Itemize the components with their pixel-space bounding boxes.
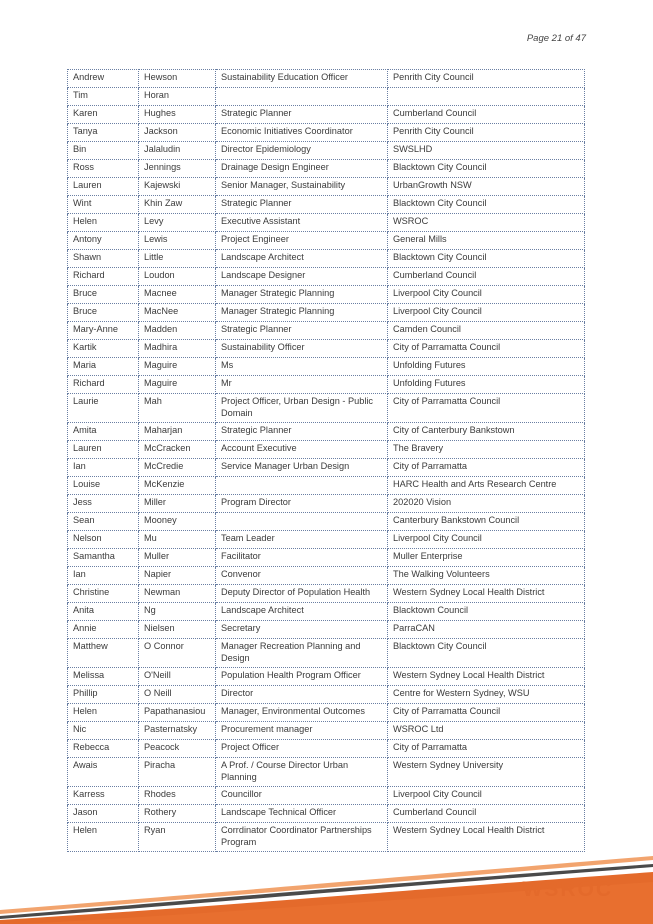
position-cell [216, 88, 388, 106]
position-cell: Deputy Director of Population Health [216, 585, 388, 603]
position-cell: Strategic Planner [216, 423, 388, 441]
table-row [68, 787, 585, 805]
first-name-cell: Bruce [68, 304, 139, 322]
table-row [68, 304, 585, 322]
first-name-cell: Amita [68, 423, 139, 441]
first-name-cell: Helen [68, 823, 139, 852]
table-row [68, 106, 585, 124]
position-cell: Sustainability Education Officer [216, 70, 388, 88]
position-cell: Manager, Environmental Outcomes [216, 704, 388, 722]
first-name-cell: Phillip [68, 686, 139, 704]
table-row [68, 214, 585, 232]
position-cell: Manager Strategic Planning [216, 286, 388, 304]
organisation-cell: Liverpool City Council [388, 787, 585, 805]
organisation-cell: Penrith City Council [388, 124, 585, 142]
first-name-cell: Rebecca [68, 740, 139, 758]
first-name-cell: Helen [68, 214, 139, 232]
last-name-cell: Jalaludin [139, 142, 216, 160]
first-name-cell: Laurie [68, 394, 139, 423]
first-name-cell: Lauren [68, 441, 139, 459]
organisation-cell: The Bravery [388, 441, 585, 459]
position-cell: Executive Assistant [216, 214, 388, 232]
table-row [68, 668, 585, 686]
last-name-cell: Mooney [139, 513, 216, 531]
table-row [68, 196, 585, 214]
organisation-cell: City of Parramatta Council [388, 394, 585, 423]
first-name-cell: Helen [68, 704, 139, 722]
last-name-cell: O Neill [139, 686, 216, 704]
attendee-table [67, 69, 585, 852]
first-name-cell: Nic [68, 722, 139, 740]
table-row [68, 178, 585, 196]
organisation-cell: City of Parramatta Council [388, 704, 585, 722]
organisation-cell: HARC Health and Arts Research Centre [388, 477, 585, 495]
position-cell: Manager Recreation Planning and Design [216, 639, 388, 668]
position-cell: Mr [216, 376, 388, 394]
first-name-cell: Mary-Anne [68, 322, 139, 340]
organisation-cell: Blacktown City Council [388, 160, 585, 178]
organisation-cell: Blacktown Council [388, 603, 585, 621]
position-cell: Landscape Designer [216, 268, 388, 286]
table-row [68, 531, 585, 549]
last-name-cell: Jennings [139, 160, 216, 178]
organisation-cell: 202020 Vision [388, 495, 585, 513]
last-name-cell: Mah [139, 394, 216, 423]
position-cell: Manager Strategic Planning [216, 304, 388, 322]
table-row [68, 722, 585, 740]
first-name-cell: Jess [68, 495, 139, 513]
table-row [68, 805, 585, 823]
organisation-cell: The Walking Volunteers [388, 567, 585, 585]
table-row [68, 423, 585, 441]
first-name-cell: Ian [68, 567, 139, 585]
table-row [68, 160, 585, 178]
position-cell: Strategic Planner [216, 322, 388, 340]
organisation-cell: Centre for Western Sydney, WSU [388, 686, 585, 704]
table-row [68, 704, 585, 722]
last-name-cell: Macnee [139, 286, 216, 304]
table-row [68, 549, 585, 567]
last-name-cell: Muller [139, 549, 216, 567]
table-row [68, 639, 585, 668]
table-row [68, 70, 585, 88]
first-name-cell: Richard [68, 268, 139, 286]
first-name-cell: Samantha [68, 549, 139, 567]
table-row [68, 286, 585, 304]
organisation-cell: Canterbury Bankstown Council [388, 513, 585, 531]
position-cell: Convenor [216, 567, 388, 585]
last-name-cell: Piracha [139, 758, 216, 787]
last-name-cell: Newman [139, 585, 216, 603]
first-name-cell: Karen [68, 106, 139, 124]
last-name-cell: Pasternatsky [139, 722, 216, 740]
position-cell [216, 477, 388, 495]
organisation-cell: ParraCAN [388, 621, 585, 639]
position-cell: Drainage Design Engineer [216, 160, 388, 178]
attendee-table-container [67, 69, 584, 852]
first-name-cell: Melissa [68, 668, 139, 686]
last-name-cell: Kajewski [139, 178, 216, 196]
first-name-cell: Annie [68, 621, 139, 639]
position-cell: Project Officer, Urban Design - Public Domain [216, 394, 388, 423]
position-cell: A Prof. / Course Director Urban Planning [216, 758, 388, 787]
table-row [68, 513, 585, 531]
last-name-cell: McKenzie [139, 477, 216, 495]
organisation-cell: Muller Enterprise [388, 549, 585, 567]
table-row [68, 322, 585, 340]
position-cell: Team Leader [216, 531, 388, 549]
organisation-cell: Cumberland Council [388, 268, 585, 286]
last-name-cell: Levy [139, 214, 216, 232]
position-cell: Corrdinator Coordinator Partnerships Program [216, 823, 388, 852]
last-name-cell: Madden [139, 322, 216, 340]
position-cell: Ms [216, 358, 388, 376]
organisation-cell: Camden Council [388, 322, 585, 340]
organisation-cell: Blacktown City Council [388, 639, 585, 668]
organisation-cell: WSROC [388, 214, 585, 232]
last-name-cell: Madhira [139, 340, 216, 358]
first-name-cell: Anita [68, 603, 139, 621]
first-name-cell: Maria [68, 358, 139, 376]
organisation-cell: Cumberland Council [388, 106, 585, 124]
last-name-cell: Hughes [139, 106, 216, 124]
table-row [68, 567, 585, 585]
position-cell [216, 513, 388, 531]
attendee-table-body [68, 70, 585, 852]
organisation-cell: Unfolding Futures [388, 358, 585, 376]
last-name-cell: Lewis [139, 232, 216, 250]
organisation-cell: Blacktown City Council [388, 196, 585, 214]
first-name-cell: Karress [68, 787, 139, 805]
table-row [68, 394, 585, 423]
last-name-cell: Nielsen [139, 621, 216, 639]
organisation-cell: UrbanGrowth NSW [388, 178, 585, 196]
last-name-cell: Horan [139, 88, 216, 106]
last-name-cell: Papathanasiou [139, 704, 216, 722]
first-name-cell: Andrew [68, 70, 139, 88]
table-row [68, 823, 585, 852]
organisation-cell: Unfolding Futures [388, 376, 585, 394]
last-name-cell: Hewson [139, 70, 216, 88]
table-row [68, 758, 585, 787]
organisation-cell: Western Sydney Local Health District [388, 585, 585, 603]
position-cell: Facilitator [216, 549, 388, 567]
table-row [68, 603, 585, 621]
organisation-cell: Blacktown City Council [388, 250, 585, 268]
last-name-cell: Rhodes [139, 787, 216, 805]
position-cell: Strategic Planner [216, 196, 388, 214]
first-name-cell: Ian [68, 459, 139, 477]
organisation-cell: WSROC Ltd [388, 722, 585, 740]
position-cell: Project Engineer [216, 232, 388, 250]
last-name-cell: Khin Zaw [139, 196, 216, 214]
organisation-cell [388, 88, 585, 106]
table-row [68, 740, 585, 758]
first-name-cell: Lauren [68, 178, 139, 196]
first-name-cell: Matthew [68, 639, 139, 668]
last-name-cell: Mu [139, 531, 216, 549]
last-name-cell: Napier [139, 567, 216, 585]
position-cell: Director [216, 686, 388, 704]
organisation-cell: SWSLHD [388, 142, 585, 160]
organisation-cell: City of Parramatta [388, 740, 585, 758]
last-name-cell: Maharjan [139, 423, 216, 441]
table-row [68, 124, 585, 142]
first-name-cell: Jason [68, 805, 139, 823]
last-name-cell: O'Neill [139, 668, 216, 686]
organisation-cell: Western Sydney University [388, 758, 585, 787]
last-name-cell: MacNee [139, 304, 216, 322]
table-row [68, 268, 585, 286]
table-row [68, 477, 585, 495]
last-name-cell: McCredie [139, 459, 216, 477]
table-row [68, 441, 585, 459]
first-name-cell: Awais [68, 758, 139, 787]
first-name-cell: Bruce [68, 286, 139, 304]
first-name-cell: Richard [68, 376, 139, 394]
table-row [68, 142, 585, 160]
first-name-cell: Wint [68, 196, 139, 214]
table-row [68, 88, 585, 106]
position-cell: Strategic Planner [216, 106, 388, 124]
first-name-cell: Christine [68, 585, 139, 603]
position-cell: Director Epidemiology [216, 142, 388, 160]
table-row [68, 250, 585, 268]
first-name-cell: Louise [68, 477, 139, 495]
last-name-cell: Ng [139, 603, 216, 621]
page-number: Page 21 of 47 [526, 33, 586, 44]
last-name-cell: Maguire [139, 358, 216, 376]
organisation-cell: Western Sydney Local Health District [388, 668, 585, 686]
organisation-cell: City of Parramatta [388, 459, 585, 477]
last-name-cell: Little [139, 250, 216, 268]
last-name-cell: O Connor [139, 639, 216, 668]
position-cell: Program Director [216, 495, 388, 513]
last-name-cell: Loudon [139, 268, 216, 286]
organisation-cell: Liverpool City Council [388, 304, 585, 322]
organisation-cell: Western Sydney Local Health District [388, 823, 585, 852]
table-row [68, 495, 585, 513]
organisation-cell: General Mills [388, 232, 585, 250]
last-name-cell: Ryan [139, 823, 216, 852]
table-row [68, 621, 585, 639]
first-name-cell: Bin [68, 142, 139, 160]
wsroc-logo: WSROC [522, 878, 613, 901]
first-name-cell: Antony [68, 232, 139, 250]
table-row [68, 340, 585, 358]
organisation-cell: Penrith City Council [388, 70, 585, 88]
first-name-cell: Ross [68, 160, 139, 178]
last-name-cell: Peacock [139, 740, 216, 758]
position-cell: Landscape Technical Officer [216, 805, 388, 823]
table-row [68, 232, 585, 250]
position-cell: Senior Manager, Sustainability [216, 178, 388, 196]
first-name-cell: Kartik [68, 340, 139, 358]
organisation-cell: Cumberland Council [388, 805, 585, 823]
last-name-cell: McCracken [139, 441, 216, 459]
first-name-cell: Shawn [68, 250, 139, 268]
first-name-cell: Tim [68, 88, 139, 106]
last-name-cell: Maguire [139, 376, 216, 394]
position-cell: Population Health Program Officer [216, 668, 388, 686]
position-cell: Landscape Architect [216, 603, 388, 621]
position-cell: Secretary [216, 621, 388, 639]
first-name-cell: Tanya [68, 124, 139, 142]
position-cell: Landscape Architect [216, 250, 388, 268]
position-cell: Service Manager Urban Design [216, 459, 388, 477]
position-cell: Councillor [216, 787, 388, 805]
organisation-cell: City of Parramatta Council [388, 340, 585, 358]
position-cell: Economic Initiatives Coordinator [216, 124, 388, 142]
last-name-cell: Rothery [139, 805, 216, 823]
table-row [68, 358, 585, 376]
organisation-cell: City of Canterbury Bankstown [388, 423, 585, 441]
organisation-cell: Liverpool City Council [388, 531, 585, 549]
position-cell: Project Officer [216, 740, 388, 758]
first-name-cell: Nelson [68, 531, 139, 549]
table-row [68, 376, 585, 394]
position-cell: Account Executive [216, 441, 388, 459]
organisation-cell: Liverpool City Council [388, 286, 585, 304]
first-name-cell: Sean [68, 513, 139, 531]
last-name-cell: Jackson [139, 124, 216, 142]
last-name-cell: Miller [139, 495, 216, 513]
position-cell: Sustainability Officer [216, 340, 388, 358]
position-cell: Procurement manager [216, 722, 388, 740]
table-row [68, 686, 585, 704]
table-row [68, 459, 585, 477]
table-row [68, 585, 585, 603]
